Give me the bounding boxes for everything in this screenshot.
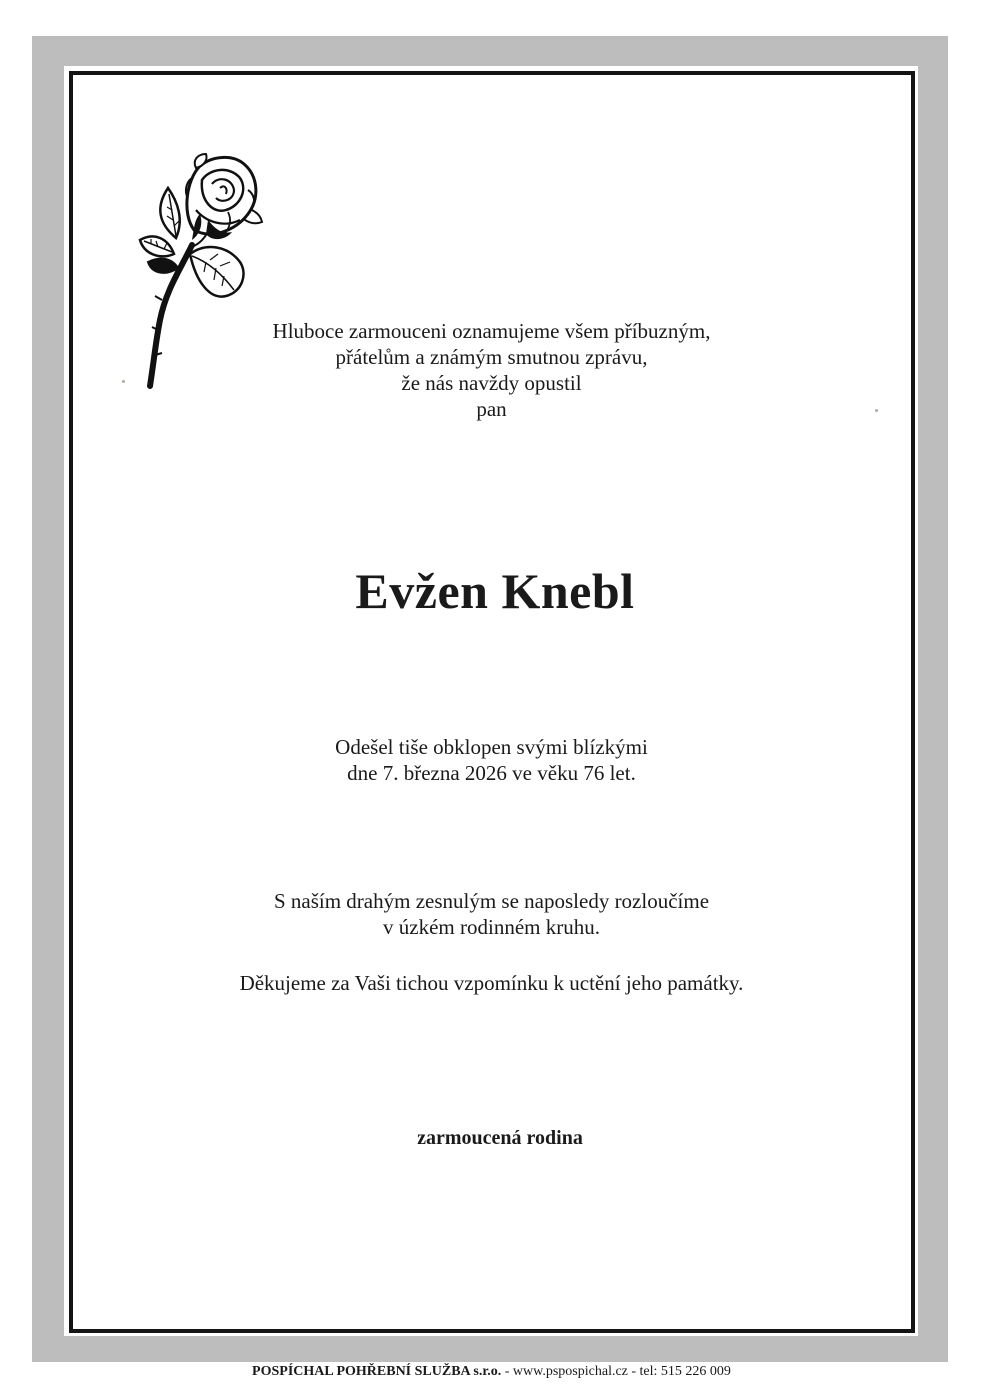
funeral-service-footer: [0, 1363, 983, 1381]
passing-line: dne 7. března 2026 ve věku 76 let.: [347, 761, 636, 785]
family-signature: zarmoucená rodina: [417, 1127, 583, 1149]
farewell-notice: [0, 888, 983, 940]
intro-line: Hluboce zarmouceni oznamujeme všem příbuzným,: [272, 319, 711, 343]
farewell-line: S naším drahým zesnulým se naposledy rozloučíme: [273, 889, 710, 913]
footer-company: POSPÍCHAL POHŘEBNÍ SLUŽBA s.r.o.: [252, 1364, 502, 1379]
deceased-name: Evžen Knebl: [355, 563, 635, 619]
intro-line: že nás navždy opustil: [401, 371, 582, 395]
announcement-intro: [0, 318, 983, 422]
thanks-line: Děkujeme za Vaši tichou vzpomínku k uctění jeho památky.: [239, 971, 744, 995]
passing-details: [0, 734, 983, 786]
footer-phone: tel: 515 226 009: [639, 1364, 731, 1379]
intro-line: pan: [476, 397, 507, 421]
passing-line: Odešel tiše obklopen svými blízkými: [335, 735, 648, 759]
farewell-line: v úzkém rodinném kruhu.: [383, 915, 600, 939]
intro-line: přátelům a známým smutnou zprávu,: [335, 345, 648, 369]
footer-website: - www.pspospichal.cz -: [501, 1364, 640, 1379]
